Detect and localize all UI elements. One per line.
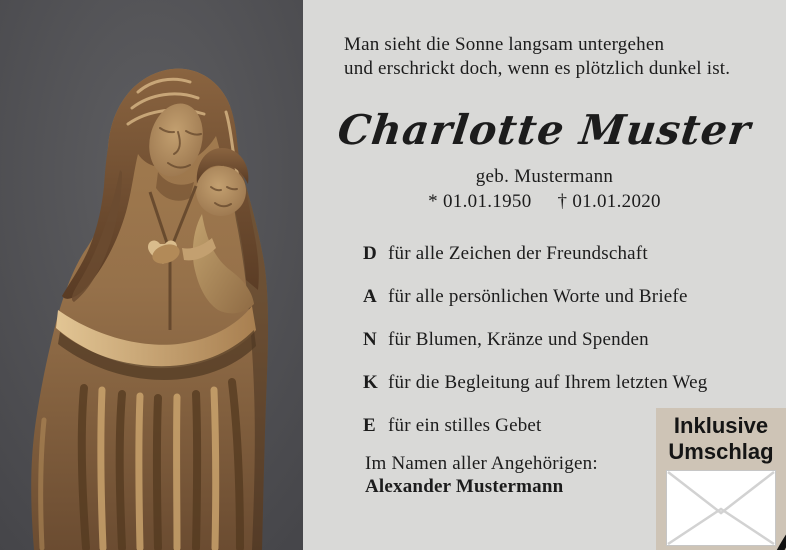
- photo-panel: [0, 0, 303, 550]
- death-date: † 01.01.2020: [557, 191, 661, 212]
- signature-name: Alexander Mustermann: [365, 476, 564, 497]
- acrostic-text: für alle Zeichen der Freundschaft: [388, 243, 648, 264]
- badge-line-1: Inklusive: [673, 413, 769, 438]
- maiden-name: geb. Mustermann: [475, 166, 614, 187]
- acrostic-letter: N: [363, 329, 377, 350]
- badge-title: [656, 408, 786, 465]
- quote-line-1: Man sieht die Sonne langsam untergehen: [344, 34, 665, 55]
- acrostic-text: für ein stilles Gebet: [388, 415, 542, 436]
- closing-block: [365, 452, 598, 498]
- deceased-name: Charlotte Muster: [335, 106, 754, 154]
- birth-date: * 01.01.1950: [428, 191, 532, 212]
- acrostic-text: für die Begleitung auf Ihrem letzten Weg: [388, 372, 708, 393]
- memorial-quote: [344, 33, 730, 81]
- acrostic-row-danke-a: [363, 286, 688, 308]
- acrostic-letter: K: [363, 372, 378, 393]
- acrostic-letter: D: [363, 243, 377, 264]
- acrostic-letter: E: [363, 415, 376, 436]
- acrostic-row-danke-k: [363, 372, 708, 394]
- acrostic-row-danke-e: [363, 415, 542, 437]
- acrostic-row-danke-n: [363, 329, 649, 351]
- madonna-statue-photo: [0, 0, 303, 550]
- acrostic-text: für alle persönlichen Worte und Briefe: [388, 286, 688, 307]
- quote-line-2: und erschrickt doch, wenn es plötzlich dunkel ist.: [344, 58, 731, 79]
- life-dates: [303, 191, 786, 213]
- closing-line: Im Namen aller Angehörigen:: [365, 453, 598, 474]
- text-panel: [303, 0, 786, 550]
- acrostic-row-danke-d: [363, 243, 648, 265]
- envelope-icon: [666, 470, 776, 546]
- acrostic-text: für Blumen, Kränze und Spenden: [388, 329, 649, 350]
- badge-line-2: Umschlag: [668, 439, 774, 464]
- inklusive-umschlag-badge: [656, 408, 786, 550]
- checkmark-icon: [733, 525, 786, 550]
- acrostic-letter: A: [363, 286, 377, 307]
